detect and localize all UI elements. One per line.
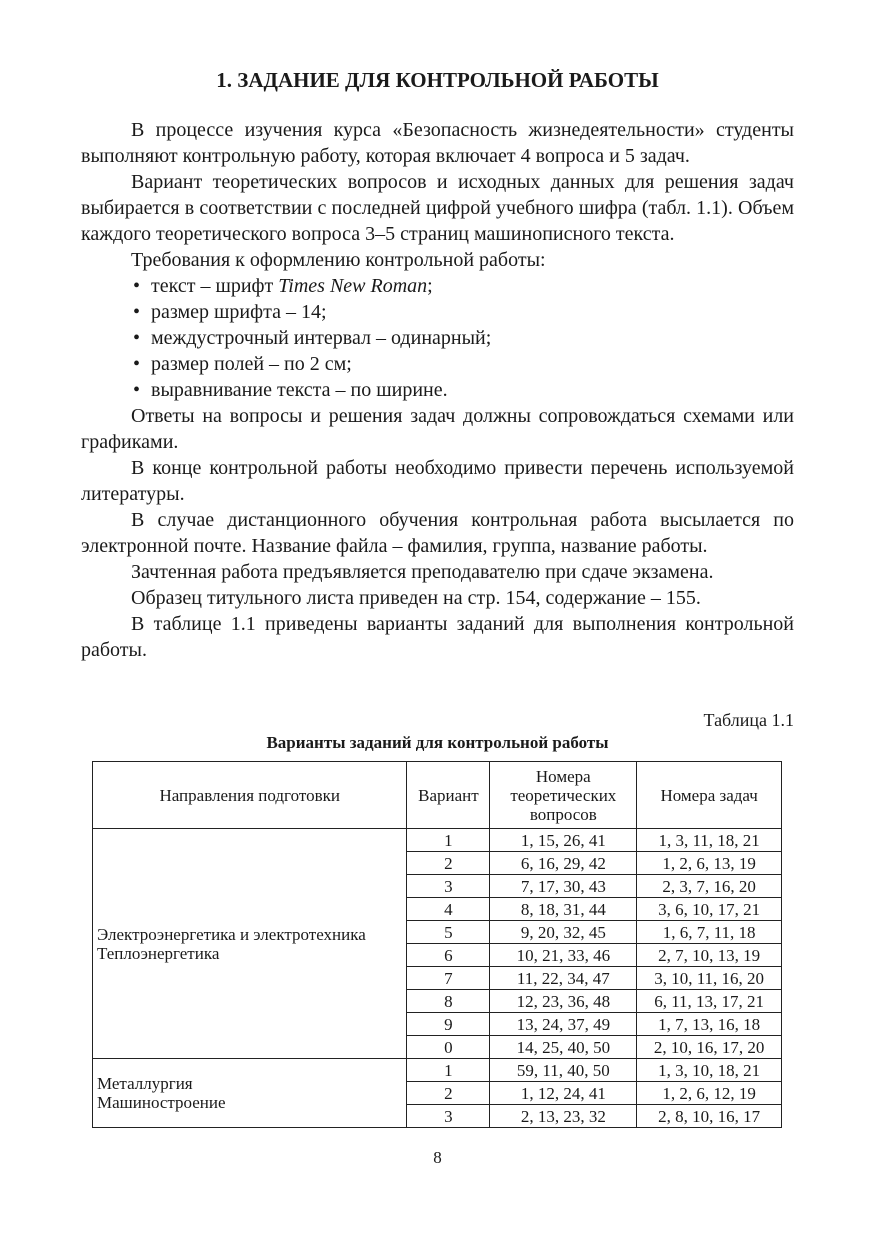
requirements-list (81, 273, 794, 403)
questions-cell: 1, 12, 24, 41 (490, 1082, 637, 1105)
paragraph-requirements-intro: Требования к оформлению контрольной работы: (131, 249, 546, 271)
questions-cell: 14, 25, 40, 50 (490, 1036, 637, 1059)
tasks-cell: 3, 10, 11, 16, 20 (637, 967, 782, 990)
variant-cell: 4 (407, 898, 490, 921)
tasks-cell: 1, 2, 6, 13, 19 (637, 852, 782, 875)
tasks-cell: 1, 2, 6, 12, 19 (637, 1082, 782, 1105)
tasks-cell: 6, 11, 13, 17, 21 (637, 990, 782, 1013)
font-name: Times New Roman (278, 275, 428, 297)
questions-cell: 7, 17, 30, 43 (490, 875, 637, 898)
requirement-item (81, 299, 794, 325)
page-number: 8 (433, 1148, 442, 1167)
table-body (93, 829, 782, 1128)
bullet-icon: • (133, 379, 141, 401)
paragraph-literature: В конце контрольной работы необходимо привести перечень используемой литературы. (81, 457, 794, 505)
variant-cell: 2 (407, 852, 490, 875)
table-header-row (93, 762, 782, 829)
paragraph-title-sample: Образец титульного листа приведен на стр. 154, содержание – 155. (131, 587, 701, 609)
paragraph-answers: Ответы на вопросы и решения задач должны сопровождаться схемами или графиками. (81, 405, 794, 453)
variant-cell: 5 (407, 921, 490, 944)
body-text (81, 117, 794, 663)
direction-cell (93, 829, 407, 1059)
requirement-text: размер полей – по 2 см; (151, 353, 352, 375)
table-row (93, 1059, 782, 1082)
questions-cell: 6, 16, 29, 42 (490, 852, 637, 875)
variant-cell: 8 (407, 990, 490, 1013)
direction-name: Электроэнергетика и электротехника (97, 924, 366, 944)
requirement-text: междустрочный интервал – одинарный; (151, 327, 492, 349)
header-tasks: Номера задач (637, 762, 782, 829)
requirement-suffix: ; (427, 275, 433, 297)
variants-table (92, 761, 782, 1128)
direction-cell (93, 1059, 407, 1128)
requirement-text: размер шрифта – 14; (151, 301, 327, 323)
requirement-item (81, 273, 794, 299)
variant-cell: 7 (407, 967, 490, 990)
paragraph-distance-learning: В случае дистанционного обучения контрольная работа высылается по электронной почте. Название файла – фамилия, группа, название работы. (81, 509, 794, 557)
bullet-icon: • (133, 275, 141, 297)
tasks-cell: 3, 6, 10, 17, 21 (637, 898, 782, 921)
tasks-cell: 2, 10, 16, 17, 20 (637, 1036, 782, 1059)
header-direction: Направления подготовки (93, 762, 407, 829)
paragraph-variant-choice: Вариант теоретических вопросов и исходных данных для решения задач выбирается в соответствии с последней цифрой учебного шифра (табл. 1.1). Объем каждого теоретического вопроса 3–5 страниц машинописного текста. (81, 171, 794, 245)
requirement-item (81, 377, 794, 403)
variant-cell: 2 (407, 1082, 490, 1105)
questions-cell: 13, 24, 37, 49 (490, 1013, 637, 1036)
tasks-cell: 1, 6, 7, 11, 18 (637, 921, 782, 944)
requirement-item (81, 325, 794, 351)
questions-cell: 1, 15, 26, 41 (490, 829, 637, 852)
bullet-icon: • (133, 327, 141, 349)
direction-name: Металлургия (97, 1074, 193, 1093)
tasks-cell: 2, 3, 7, 16, 20 (637, 875, 782, 898)
page-heading: 1. ЗАДАНИЕ ДЛЯ КОНТРОЛЬНОЙ РАБОТЫ (216, 68, 659, 92)
bullet-icon: • (133, 301, 141, 323)
paragraph-course-intro: В процессе изучения курса «Безопасность жизнедеятельности» студенты выполняют контрольную работу, которая включает 4 вопроса и 5 задач. (81, 119, 794, 167)
requirement-item (81, 351, 794, 377)
paragraph-table-reference: В таблице 1.1 приведены варианты заданий для выполнения контрольной работы. (81, 613, 794, 661)
tasks-cell: 2, 8, 10, 16, 17 (637, 1105, 782, 1128)
header-variant: Вариант (407, 762, 490, 829)
tasks-cell: 2, 7, 10, 13, 19 (637, 944, 782, 967)
tasks-cell: 1, 3, 10, 18, 21 (637, 1059, 782, 1082)
questions-cell: 8, 18, 31, 44 (490, 898, 637, 921)
variant-cell: 3 (407, 875, 490, 898)
tasks-cell: 1, 3, 11, 18, 21 (637, 829, 782, 852)
variant-cell: 9 (407, 1013, 490, 1036)
variant-cell: 0 (407, 1036, 490, 1059)
variant-cell: 3 (407, 1105, 490, 1128)
header-questions: Номера теоретических вопросов (490, 762, 637, 829)
tasks-cell: 1, 7, 13, 16, 18 (637, 1013, 782, 1036)
questions-cell: 11, 22, 34, 47 (490, 967, 637, 990)
variant-cell: 1 (407, 1059, 490, 1082)
requirement-text: выравнивание текста – по ширине. (151, 379, 448, 401)
variant-cell: 6 (407, 944, 490, 967)
questions-cell: 2, 13, 23, 32 (490, 1105, 637, 1128)
questions-cell: 59, 11, 40, 50 (490, 1059, 637, 1082)
table-label: Таблица 1.1 (703, 710, 794, 730)
paragraph-graded-work: Зачтенная работа предъявляется преподавателю при сдаче экзамена. (131, 561, 714, 583)
table-row (93, 829, 782, 852)
bullet-icon: • (133, 353, 141, 375)
variant-cell: 1 (407, 829, 490, 852)
table-title: Варианты заданий для контрольной работы (266, 733, 609, 752)
requirement-text: текст – шрифт (151, 275, 279, 297)
questions-cell: 9, 20, 32, 45 (490, 921, 637, 944)
questions-cell: 10, 21, 33, 46 (490, 944, 637, 967)
direction-name: Теплоэнергетика (97, 943, 220, 963)
direction-name: Машиностроение (97, 1093, 226, 1112)
questions-cell: 12, 23, 36, 48 (490, 990, 637, 1013)
